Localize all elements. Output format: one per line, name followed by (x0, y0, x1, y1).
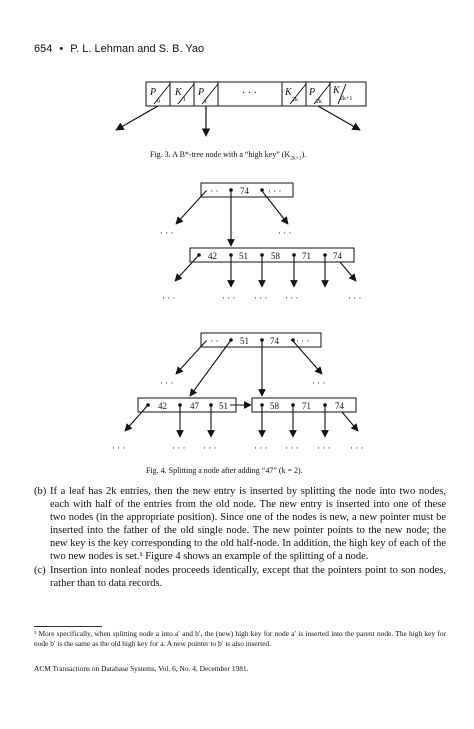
fig3-k2k: K (285, 87, 292, 98)
fig4-top-lead: · · · (205, 186, 219, 196)
fig4-caption: Fig. 4. Splitting a node after adding “47” (k = 2). (146, 466, 303, 475)
fig4-after-top-k2: 74 (270, 336, 279, 346)
fig4-left-key-1: 47 (190, 401, 199, 411)
fig3-caption-end: ). (301, 150, 307, 159)
fig3-dots: · · · (242, 88, 257, 99)
fig4-ellipsis: · · · (254, 293, 268, 303)
header-bullet: • (59, 43, 64, 55)
fig4-top-key: 74 (240, 186, 249, 196)
fig4-mid-key-2: 58 (271, 251, 280, 261)
fig3-caption-text: Fig. 3. A B*-tree node with a “high key” (K (150, 150, 291, 159)
fig4-ellipsis: · · · (285, 293, 299, 303)
fig4-ellipsis: · · · (160, 378, 174, 388)
item-b-text: If a leaf has 2k entries, then the new entry is inserted by splitting the node into two nodes, each with half of the entries from the old node. The new entry is inserted into one of these two nodes (in the appropriate position). Since one of the nodes is new, a new pointer must be inserted into the father of the old single node. The new pointer points to the new node; the new key is the key corresponding to the old half-node. In addition, the high key of each of the two new nodes is set.¹ Figure 4 shows an example of the splitting of a node. (50, 486, 446, 563)
fig4-ellipsis: · · · (112, 443, 126, 453)
fig4-ellipsis: · · · (312, 378, 326, 388)
fig4-top-trail: · · · (268, 186, 282, 196)
fig3-k1-sub: 1 (183, 97, 186, 103)
body-text (34, 485, 446, 590)
fig3-arrow-left (116, 106, 158, 130)
fig3-p0: P (150, 87, 157, 98)
fig4-mid-key-1: 51 (239, 251, 248, 261)
fig3-k1: K (175, 87, 182, 98)
item-c-text: Insertion into nonleaf nodes proceeds identically, except that the pointers point to son nodes, rather than to data records. (50, 564, 446, 589)
fig4-ellipsis: · · · (285, 443, 299, 453)
page-number: 654 (34, 43, 53, 55)
fig3-p1: P (198, 87, 205, 98)
fig4-ellipsis: · · · (203, 443, 217, 453)
fig3-p0-sub: 0 (157, 99, 160, 105)
fig3-arrow-right (318, 106, 360, 130)
header-authors: P. L. Lehman and S. B. Yao (70, 43, 205, 55)
fig4-left-key-0: 42 (158, 401, 167, 411)
list-item-b (34, 485, 446, 564)
fig4-mid-key-3: 71 (302, 251, 311, 261)
fig3-k2k1: K (333, 85, 340, 96)
fig4-left-key-2: 51 (219, 401, 228, 411)
fig4-ellipsis: · · · (160, 228, 174, 238)
fig3-caption-sub: 2k+1 (290, 155, 302, 162)
fig4-ellipsis: · · · (172, 443, 186, 453)
fig4-after-top-k1: 51 (240, 336, 249, 346)
fig4-after-top-trail: · · · (296, 336, 310, 346)
fig4-right-key-1: 71 (302, 401, 311, 411)
fig4-mid-key-4: 74 (333, 251, 342, 261)
fig4-ellipsis: · · · (348, 293, 362, 303)
fig3-k2k1-sub: 2k+1 (340, 96, 353, 102)
footnote-rule (34, 626, 102, 627)
fig4-ellipsis: · · · (162, 293, 176, 303)
fig4-ellipsis: · · · (278, 228, 292, 238)
fig3-caption (150, 150, 306, 162)
fig3-p1-sub: 1 (204, 99, 207, 105)
item-c-label: (c) (34, 564, 46, 576)
fig4-ellipsis: · · · (350, 443, 364, 453)
fig4-ellipsis: · · · (222, 293, 236, 303)
fig3-k2k-sub: 2k (292, 97, 298, 103)
item-b-label: (b) (34, 486, 47, 497)
fig4-right-key-2: 74 (335, 401, 344, 411)
footnote: ¹ More specifically, when splitting node a into a′ and b′, the (new) high key for node a′ is inserted into the parent node. The high key for node b′ is the same as the old high key for a. A new pointer to b′ is also inserted. (34, 629, 446, 648)
fig4-after-top-lead: · · · (205, 336, 219, 346)
journal-footer: ACM Transactions on Database Systems, Vol. 6, No. 4, December 1981. (34, 664, 249, 673)
fig4-mid-key-0: 42 (208, 251, 217, 261)
fig4-right-key-0: 58 (270, 401, 279, 411)
fig3-p2k: P (309, 87, 316, 98)
fig4-ellipsis: · · · (317, 443, 331, 453)
list-item-c (34, 564, 446, 590)
fig4-ellipsis: · · · (254, 443, 268, 453)
fig3-p2k-sub: 2k (316, 99, 322, 105)
